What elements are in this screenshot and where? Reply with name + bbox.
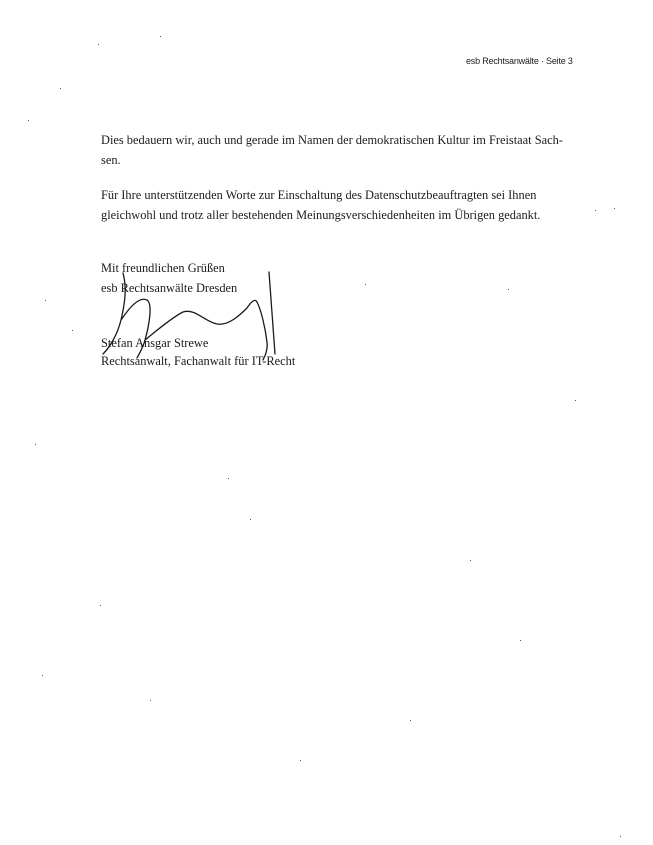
closing-greeting: Mit freundlichen Grüßen [101, 261, 225, 275]
closing-firm: esb Rechtsanwälte Dresden [101, 281, 238, 295]
paragraph-2-line-1: Für Ihre unterstützenden Worte zur Einschaltung des Datenschutzbeauftragten sei Ihnen [101, 188, 537, 202]
paragraph-1-line-1: Dies bedauern wir, auch und gerade im Namen der demokratischen Kultur im Freistaat Sach- [101, 133, 563, 147]
signer-title: Rechtsanwalt, Fachanwalt für IT-Recht [101, 354, 296, 368]
signer-name: Stefan Ansgar Strewe [101, 336, 209, 350]
paragraph-2-line-2: gleichwohl und trotz aller bestehenden Meinungsverschiedenheiten im Übrigen gedankt. [101, 208, 541, 222]
paragraph-1-line-2: sen. [101, 153, 121, 167]
page-header: esb Rechtsanwälte · Seite 3 [466, 56, 573, 66]
